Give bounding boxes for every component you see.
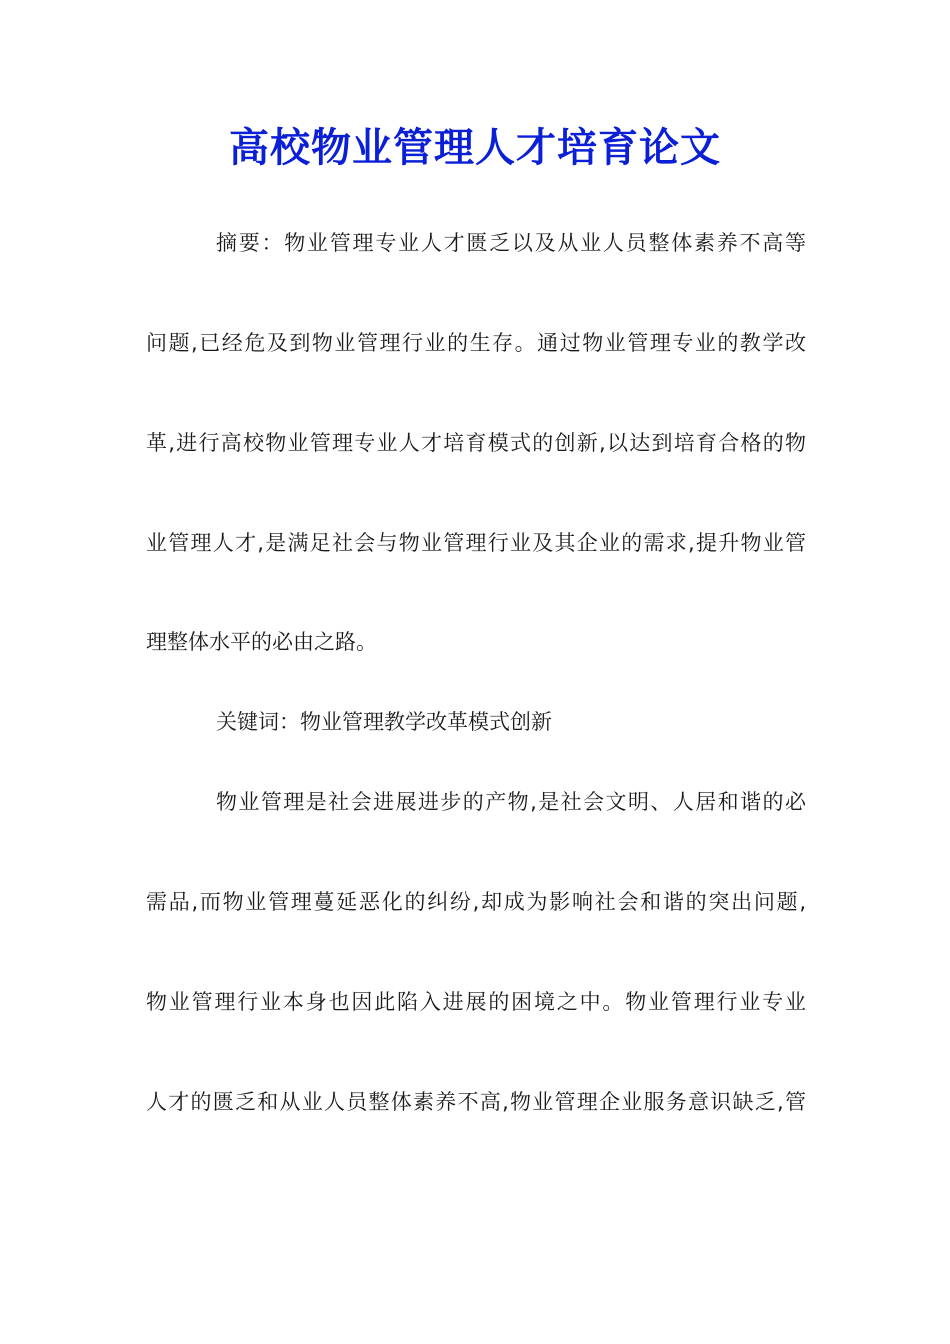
body-line-3: 物业管理行业本身也因此陷入进展的困境之中。物业管理行业专业: [146, 990, 806, 1014]
keywords-line: 关键词：物业管理教学改革模式创新: [216, 710, 552, 734]
abstract-line-4: 业管理人才,是满足社会与物业管理行业及其企业的需求,提升物业管: [146, 531, 806, 555]
abstract-line-3: 革,进行高校物业管理专业人才培育模式的创新,以达到培育合格的物: [146, 431, 806, 455]
abstract-line-1: 摘要：物业管理专业人才匮乏以及从业人员整体素养不高等: [216, 231, 806, 255]
abstract-line-2: 问题,已经危及到物业管理行业的生存。通过物业管理专业的教学改: [146, 331, 806, 355]
document-title: 高校物业管理人才培育论文: [229, 124, 721, 171]
abstract-line-5: 理整体水平的必由之路。: [146, 630, 377, 654]
body-line-1: 物业管理是社会进展进步的产物,是社会文明、人居和谐的必: [216, 790, 806, 814]
body-line-2: 需品,而物业管理蔓延恶化的纠纷,却成为影响社会和谐的突出问题,: [146, 890, 806, 914]
body-line-4: 人才的匮乏和从业人员整体素养不高,物业管理企业服务意识缺乏,管: [146, 1090, 806, 1114]
